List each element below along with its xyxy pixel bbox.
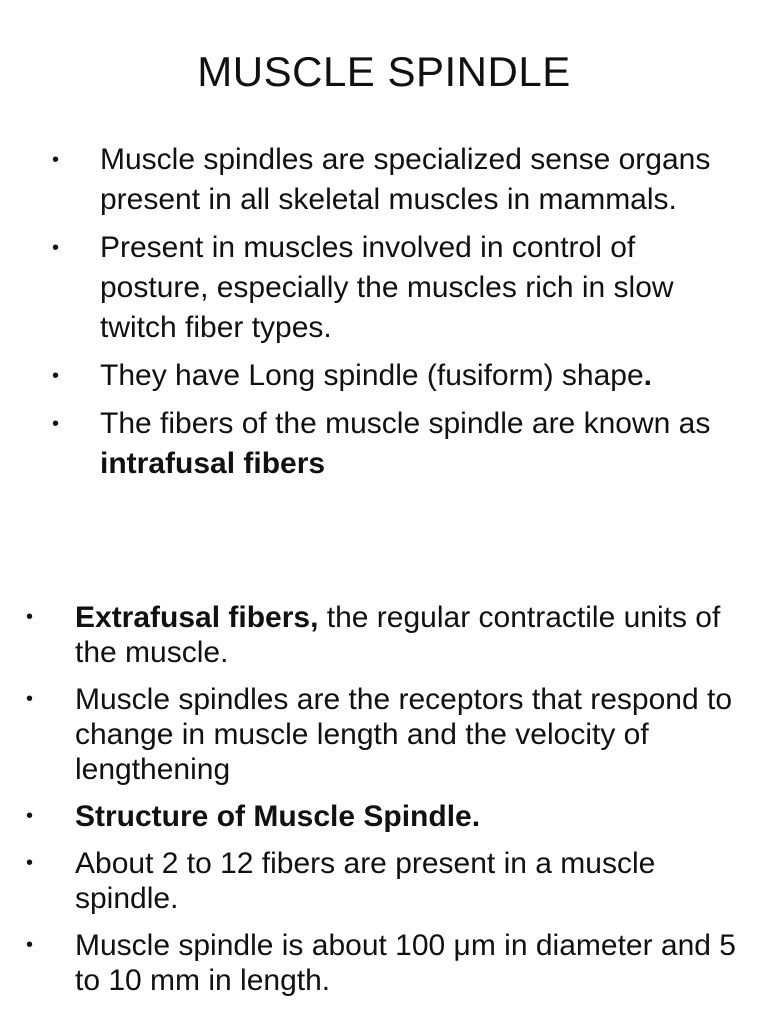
list-item-text: About 2 to 12 fibers are present in a muscle spindle. bbox=[75, 847, 656, 915]
bullet-icon: • bbox=[52, 237, 60, 259]
list-item-text: Muscle spindle is about 100 μm in diameter and 5 to 10 mm in length. bbox=[75, 929, 736, 997]
bullet-icon: • bbox=[26, 688, 34, 710]
list-item bbox=[0, 404, 768, 484]
list-item bbox=[0, 140, 768, 220]
bullet-list-top bbox=[0, 140, 768, 492]
list-item bbox=[0, 928, 768, 998]
bullet-icon: • bbox=[52, 365, 60, 387]
bullet-icon: • bbox=[26, 852, 34, 874]
list-item bbox=[0, 228, 768, 348]
list-item bbox=[0, 600, 768, 670]
list-item bbox=[0, 799, 768, 834]
list-item-bold-text: Structure of Muscle Spindle. bbox=[75, 800, 481, 833]
list-item-text: They have Long spindle (fusiform) shape bbox=[100, 359, 644, 392]
bullet-icon: • bbox=[26, 606, 34, 628]
bullet-icon: • bbox=[26, 805, 34, 827]
list-item bbox=[0, 356, 768, 396]
list-item-text: Muscle spindles are specialized sense organs present in all skeletal muscles in mammals. bbox=[100, 143, 711, 216]
list-item-bold-text: intrafusal fibers bbox=[100, 447, 326, 480]
list-item-text: Muscle spindles are the receptors that respond to change in muscle length and the velocity of lengthening bbox=[75, 683, 733, 786]
slide-title: MUSCLE SPINDLE bbox=[197, 48, 571, 95]
bullet-icon: • bbox=[52, 413, 60, 435]
list-item-bold-text: Extrafusal fibers, bbox=[75, 601, 319, 634]
list-item-text: The fibers of the muscle spindle are known as bbox=[100, 407, 711, 440]
bullet-icon: • bbox=[52, 149, 60, 171]
list-item-bold-text: . bbox=[643, 359, 652, 392]
list-item-text: Present in muscles involved in control of posture, especially the muscles rich in slow twitch fiber types. bbox=[100, 231, 674, 344]
list-item bbox=[0, 682, 768, 787]
bullet-icon: • bbox=[26, 934, 34, 956]
bullet-list-bottom bbox=[0, 600, 768, 1010]
list-item-text-tail: the regular contractile units of the muscle. bbox=[75, 601, 721, 669]
list-item bbox=[0, 846, 768, 916]
